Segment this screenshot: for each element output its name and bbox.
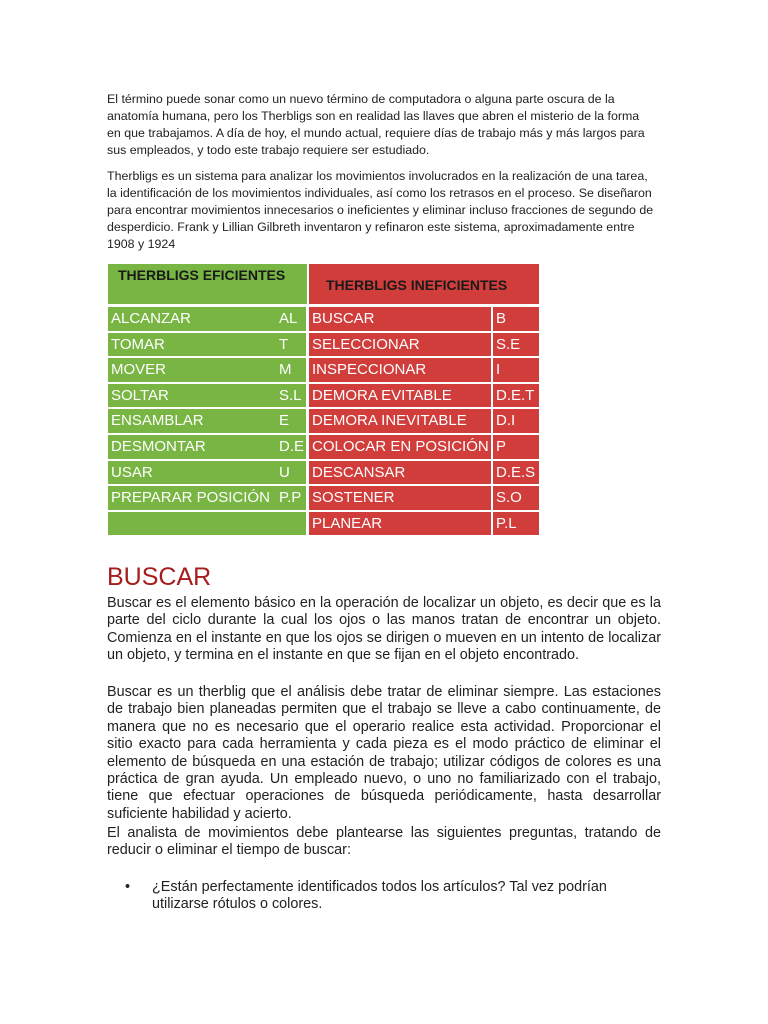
efficient-name-cell — [108, 512, 277, 536]
efficient-code-cell: P.P — [276, 486, 306, 510]
efficient-code-cell: M — [276, 358, 306, 382]
efficient-code-cell: S.L — [276, 384, 306, 408]
inefficient-code-cell: I — [493, 358, 539, 382]
inefficient-code-cell: P — [493, 435, 539, 459]
efficient-name-cell: SOLTAR — [108, 384, 277, 408]
inefficient-name-cell: INSPECCIONAR — [309, 358, 491, 382]
table-row — [107, 512, 539, 538]
efficient-code-cell: AL — [276, 307, 306, 331]
efficient-name-cell: TOMAR — [108, 333, 277, 357]
efficient-name-cell: ALCANZAR — [108, 307, 277, 331]
header-inefficient — [309, 264, 539, 306]
inefficient-code-cell: P.L — [493, 512, 539, 536]
table-row — [107, 333, 539, 359]
header-efficient — [108, 264, 307, 306]
inefficient-code-cell: D.I — [493, 409, 539, 433]
efficient-code-cell: U — [276, 461, 306, 485]
section-paragraph-3: El analista de movimientos debe plantearse las siguientes preguntas, tratando de reducir o eliminar el tiempo de buscar: — [107, 825, 661, 859]
header-efficient-label: THERBLIGS EFICIENTES — [118, 267, 286, 283]
efficient-code-cell: E — [276, 409, 306, 433]
inefficient-name-cell: DEMORA EVITABLE — [309, 384, 491, 408]
inefficient-name-cell: COLOCAR EN POSICIÓN — [309, 435, 491, 459]
inefficient-code-cell: S.O — [493, 486, 539, 510]
table-row — [107, 307, 539, 333]
efficient-name-cell: MOVER — [108, 358, 277, 382]
inefficient-name-cell: BUSCAR — [309, 307, 491, 331]
inefficient-name-cell: SOSTENER — [309, 486, 491, 510]
section-paragraph-2: Buscar es un therblig que el análisis debe tratar de eliminar siempre. Las estaciones de trabajo bien planeadas permiten que el trabajo se lleve a cabo continuamente, de manera que no es necesario que el operario realice esta actividad. Proporcionar el sitio exacto para cada herramienta y cada pieza es el modo práctico de eliminar el elemento de búsqueda en una estación de trabajo; utilizar códigos de colores es una práctica de gran ayuda. Un empleado nuevo, o uno no familiarizado con el trabajo, tiene que efectuar operaciones de búsqueda periódicamente, hasta desarrollar suficiente habilidad y acierto. — [107, 684, 661, 822]
efficient-code-cell: D.E — [276, 435, 306, 459]
efficient-name-cell: PREPARAR POSICIÓN — [108, 486, 277, 510]
table-row — [107, 486, 539, 512]
table-row — [107, 358, 539, 384]
inefficient-name-cell: DEMORA INEVITABLE — [309, 409, 491, 433]
efficient-code-cell: T — [276, 333, 306, 357]
inefficient-code-cell: S.E — [493, 333, 539, 357]
inefficient-name-cell: DESCANSAR — [309, 461, 491, 485]
section-heading: BUSCAR — [107, 563, 212, 591]
table-row — [107, 435, 539, 461]
intro-paragraph-2: Therbligs es un sistema para analizar los movimientos involucrados en la realización de una tarea, la identificación de los movimientos individuales, así como los retrasos en el proceso. Se diseñaron para encontrar movimientos innecesarios o ineficientes y eliminar incluso fracciones de segundo de desperdicio. Frank y Lillian Gilbreth inventaron y refinaron este sistema, aproximadamente entre 1908 y 1924 — [107, 169, 654, 251]
efficient-name-cell: ENSAMBLAR — [108, 409, 277, 433]
table-row — [107, 461, 539, 487]
intro-paragraph-1: El término puede sonar como un nuevo término de computadora o alguna parte oscura de la anatomía humana, pero los Therbligs son en realidad las llaves que abren el misterio de la forma en que trabajamos. A día de hoy, el mundo actual, requiere días de trabajo más y más largos para sus empleados, y todo este trabajo requiere ser estudiado. — [107, 92, 645, 157]
table-row — [107, 384, 539, 410]
inefficient-name-cell: PLANEAR — [309, 512, 491, 536]
inefficient-code-cell: B — [493, 307, 539, 331]
inefficient-code-cell: D.E.T — [493, 384, 539, 408]
header-inefficient-label: THERBLIGS INEFICIENTES — [326, 277, 508, 293]
bullet-text: ¿Están perfectamente identificados todos los artículos? Tal vez podrían utilizarse rótulos o colores. — [152, 879, 607, 913]
efficient-name-cell: DESMONTAR — [108, 435, 277, 459]
table-row — [107, 409, 539, 435]
inefficient-code-cell: D.E.S — [493, 461, 539, 485]
bullet-icon: • — [125, 879, 131, 895]
efficient-code-cell — [276, 512, 306, 536]
inefficient-name-cell: SELECCIONAR — [309, 333, 491, 357]
efficient-name-cell: USAR — [108, 461, 277, 485]
section-paragraph-1: Buscar es el elemento básico en la operación de localizar un objeto, es decir que es la parte del ciclo durante la cual los ojos o las manos tratan de encontrar un objeto. Comienza en el instante en que los ojos se dirigen o mueven en un intento de localizar un objeto, y termina en el instante en que se fijan en el objeto encontrado. — [107, 595, 661, 664]
